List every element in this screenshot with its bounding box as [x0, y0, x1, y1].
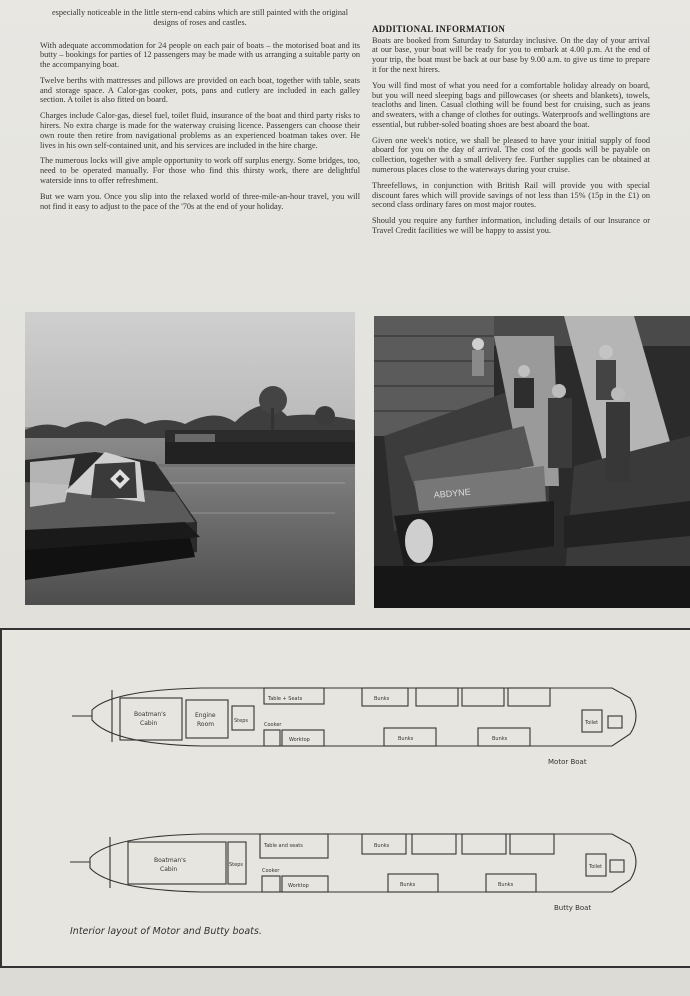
motor-engine-label: Engine [195, 712, 216, 719]
section-heading: ADDITIONAL INFORMATION [372, 24, 506, 34]
paragraph: Threefellows, in conjunction with British Rail will provide you with special discount fares which will provide savings of not less than 15% (15p in the £1) on second class ordinary fares on most major routes. [372, 180, 650, 210]
paragraph: You will find most of what you need for a comfortable holiday already on board, but you will need sleeping bags and pillowcases (or sheets and blankets), towels, teacloths and linen. Casual clothing will be found best for cruising, such as jeans and sweaters, with a change of clothes for outings. Waterproofs and wellingtons are essential, but rubber-soled boating shoes are best aboard the boat. [372, 80, 650, 129]
paragraph: Charges include Calor-gas, diesel fuel, toilet fluid, insurance of the boat and third party risks to hirers. No extra charge is made for the waterway cruising licence. Passengers can choose their own route then retire from navigational problems as an experienced boatman takes over. He lives in his own self-contained unit, and his services are included in the hire charge. [40, 111, 360, 150]
motor-bunks-label: Bunks [492, 736, 508, 742]
motor-bunks-label: Bunks [398, 736, 414, 742]
butty-cabin-label: Boatman's [154, 857, 186, 864]
butty-steps-label: Steps [229, 862, 243, 868]
motor-cooker-label: Cooker [264, 722, 282, 728]
motor-toilet-label: Toilet [585, 720, 599, 726]
right-text-column [372, 8, 650, 242]
motor-cabin-label: Cabin [140, 720, 158, 727]
photo-illustration [25, 312, 355, 605]
paragraph: With adequate accommodation for 24 people on each pair of boats – the motorised boat and its butty – bookings for parties of 12 passengers may be made with us arranging a suitable party on the accompanying boat. [40, 40, 360, 70]
butty-boat-label: Butty Boat [554, 904, 592, 912]
paragraph: But we warn you. Once you slip into the relaxed world of three-mile-an-hour travel, you will not find it easy to adjust to the pace of the '70s at the end of your holiday. [40, 191, 360, 211]
motor-boat-label: Motor Boat [548, 758, 587, 766]
butty-bunks-label: Bunks [400, 882, 416, 888]
interior-plan-panel [0, 628, 690, 968]
boat-name-lettering: ABDYNE [433, 486, 472, 500]
motor-cabin-label: Boatman's [134, 711, 166, 718]
butty-cooker-label: Cooker [262, 868, 280, 874]
motor-table-label: Table + Seats [268, 696, 303, 702]
paragraph: The numerous locks will give ample opportunity to work off surplus energy. Some bridges, too, need to be operated manually. For those who find this thirsty work, there are delightful waterside inns to offer refreshment. [40, 156, 360, 185]
paragraph: Boats are booked from Saturday to Saturday inclusive. On the day of your arrival at our base, your boat will be ready for you to embark at 4.00 p.m. At the end of your trip, the boat must be back at our base by 9.00 a.m. to give us time to prepare it for the next hirers. [372, 35, 650, 74]
motor-bunks-label: Bunks [374, 696, 390, 702]
motor-engine-label: Room [197, 721, 215, 728]
motor-steps-label: Steps [234, 718, 248, 724]
photo-illustration [374, 316, 690, 608]
boat-plan-drawing [2, 630, 690, 966]
butty-bunks-label: Bunks [374, 843, 390, 849]
paragraph: Twelve berths with mattresses and pillows are provided on each boat, together with table, seats and storage space. A Calor-gas cooker, pots, pans and cutlery are included in each galley section. A toilet is also fitted on board. [40, 75, 360, 105]
motor-worktop-label: Worktop [289, 737, 310, 743]
left-text-column [40, 8, 360, 217]
photo-boats-in-lock [374, 316, 690, 608]
paragraph: Should you require any further information, including details of our Insurance or Travel Credit facilities we will be happy to assist you. [372, 216, 650, 235]
plan-caption: Interior layout of Motor and Butty boats. [70, 926, 262, 937]
butty-worktop-label: Worktop [288, 883, 309, 889]
paragraph: Given one week's notice, we shall be pleased to have your initial supply of food aboard for you on the day of arrival. The cost of the goods will be payable on collection, together with a small delivery fee. Further supplies can be obtained at numerous places close to the waterways during your cruise. [372, 135, 650, 174]
photo-moored-narrowboats [25, 312, 355, 605]
butty-cabin-label: Cabin [160, 866, 178, 873]
butty-table-label: Table and seats [264, 843, 303, 849]
paragraph: especially noticeable in the little stern-end cabins which are still painted with the original designs of roses and castles. [51, 8, 349, 27]
butty-toilet-label: Toilet [589, 864, 603, 870]
butty-bunks-label: Bunks [498, 882, 514, 888]
